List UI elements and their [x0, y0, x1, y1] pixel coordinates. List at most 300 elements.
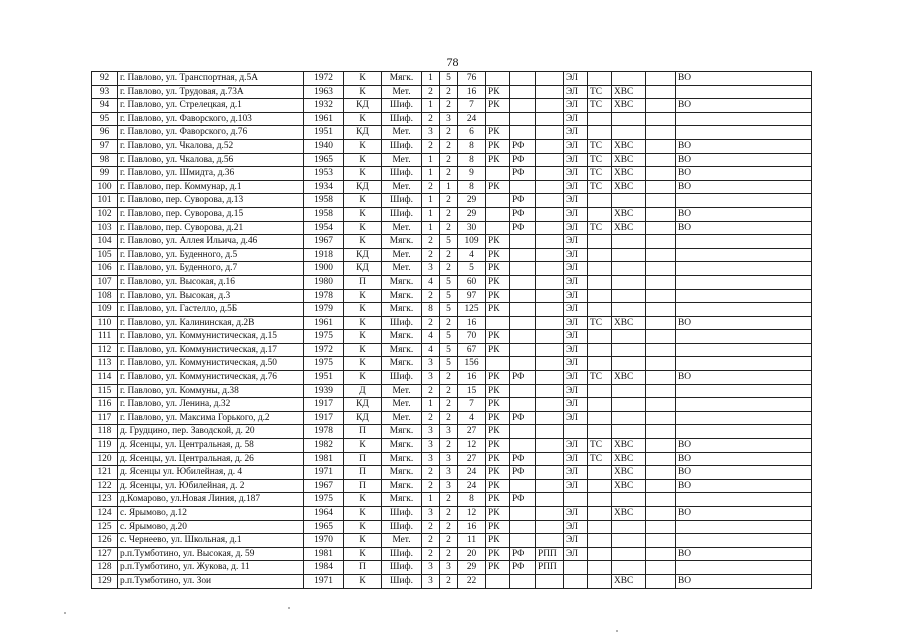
- wall-material-cell: К: [344, 235, 382, 249]
- address-cell: г. Павлово, ул. Фаворского, д.76: [118, 126, 304, 140]
- address-cell: г. Павлово, ул. Высокая, д.3: [118, 289, 304, 303]
- wall-material-cell: К: [344, 357, 382, 371]
- vo-cell: [676, 112, 812, 126]
- rf-cell: [510, 357, 536, 371]
- floors-cell: 2: [422, 248, 440, 262]
- gs-cell: [646, 112, 676, 126]
- address-cell: с. Ярымово, д.12: [118, 507, 304, 521]
- apartments-cell: 16: [458, 371, 486, 385]
- el-cell: ЭЛ: [564, 479, 588, 493]
- el-cell: ЭЛ: [564, 207, 588, 221]
- wall-material-cell: К: [344, 112, 382, 126]
- entrances-cell: 3: [440, 112, 458, 126]
- floors-cell: 3: [422, 425, 440, 439]
- wall-material-cell: К: [344, 534, 382, 548]
- table-row: [92, 452, 812, 466]
- gs-cell: [646, 316, 676, 330]
- ts-cell: [588, 112, 612, 126]
- vo-cell: [676, 126, 812, 140]
- rf-cell: [510, 275, 536, 289]
- rf-cell: [510, 425, 536, 439]
- rk-cell: РК: [486, 507, 510, 521]
- vo-cell: [676, 235, 812, 249]
- row-number-cell: 105: [92, 248, 118, 262]
- vo-cell: [676, 275, 812, 289]
- roof-type-cell: Мягк.: [382, 72, 422, 86]
- table-row: [92, 466, 812, 480]
- year-built-cell: 1964: [304, 507, 344, 521]
- entrances-cell: 1: [440, 180, 458, 194]
- vo-cell: [676, 520, 812, 534]
- year-built-cell: 1953: [304, 167, 344, 181]
- rpp-cell: [536, 439, 564, 453]
- rk-cell: РК: [486, 180, 510, 194]
- wall-material-cell: К: [344, 493, 382, 507]
- table-row: [92, 479, 812, 493]
- wall-material-cell: К: [344, 303, 382, 317]
- table-row: [92, 384, 812, 398]
- el-cell: ЭЛ: [564, 398, 588, 412]
- address-cell: г. Павлово, ул. Транспортная, д.5А: [118, 72, 304, 86]
- rpp-cell: [536, 479, 564, 493]
- hvs-cell: [612, 72, 646, 86]
- rk-cell: [486, 207, 510, 221]
- rk-cell: РК: [486, 439, 510, 453]
- year-built-cell: 1981: [304, 547, 344, 561]
- hvs-cell: ХВС: [612, 439, 646, 453]
- rpp-cell: [536, 262, 564, 276]
- rk-cell: РК: [486, 520, 510, 534]
- entrances-cell: 5: [440, 275, 458, 289]
- vo-cell: [676, 384, 812, 398]
- address-cell: г. Павлово, ул. Трудовая, д.73А: [118, 85, 304, 99]
- rk-cell: РК: [486, 371, 510, 385]
- table-row: [92, 248, 812, 262]
- row-number-cell: 120: [92, 452, 118, 466]
- rf-cell: [510, 72, 536, 86]
- hvs-cell: [612, 303, 646, 317]
- el-cell: [564, 561, 588, 575]
- row-number-cell: 111: [92, 330, 118, 344]
- vo-cell: [676, 411, 812, 425]
- row-number-cell: 96: [92, 126, 118, 140]
- table-row: [92, 303, 812, 317]
- table-row: [92, 330, 812, 344]
- vo-cell: [676, 289, 812, 303]
- rpp-cell: РПП: [536, 547, 564, 561]
- rk-cell: РК: [486, 139, 510, 153]
- el-cell: ЭЛ: [564, 153, 588, 167]
- table-row: [92, 72, 812, 86]
- ts-cell: [588, 194, 612, 208]
- gs-cell: [646, 330, 676, 344]
- year-built-cell: 1979: [304, 303, 344, 317]
- wall-material-cell: К: [344, 574, 382, 588]
- floors-cell: 1: [422, 398, 440, 412]
- apartments-cell: 15: [458, 384, 486, 398]
- ts-cell: ТС: [588, 99, 612, 113]
- el-cell: ЭЛ: [564, 384, 588, 398]
- vo-cell: ВО: [676, 153, 812, 167]
- vo-cell: [676, 425, 812, 439]
- el-cell: ЭЛ: [564, 275, 588, 289]
- address-cell: д. Ясенцы, ул. Центральная, д. 26: [118, 452, 304, 466]
- address-cell: г. Павлово, ул. Максима Горького, д.2: [118, 411, 304, 425]
- gs-cell: [646, 357, 676, 371]
- wall-material-cell: П: [344, 452, 382, 466]
- el-cell: ЭЛ: [564, 139, 588, 153]
- entrances-cell: 2: [440, 507, 458, 521]
- gs-cell: [646, 153, 676, 167]
- gs-cell: [646, 289, 676, 303]
- wall-material-cell: К: [344, 139, 382, 153]
- roof-type-cell: Шиф.: [382, 547, 422, 561]
- hvs-cell: [612, 330, 646, 344]
- rk-cell: РК: [486, 425, 510, 439]
- wall-material-cell: П: [344, 466, 382, 480]
- rpp-cell: [536, 180, 564, 194]
- hvs-cell: ХВС: [612, 139, 646, 153]
- rpp-cell: [536, 574, 564, 588]
- rf-cell: [510, 343, 536, 357]
- vo-cell: [676, 85, 812, 99]
- apartments-cell: 16: [458, 85, 486, 99]
- row-number-cell: 127: [92, 547, 118, 561]
- ts-cell: ТС: [588, 167, 612, 181]
- floors-cell: 3: [422, 262, 440, 276]
- registry-body: [92, 72, 812, 589]
- vo-cell: ВО: [676, 466, 812, 480]
- roof-type-cell: Мягк.: [382, 425, 422, 439]
- entrances-cell: 2: [440, 398, 458, 412]
- ts-cell: ТС: [588, 153, 612, 167]
- rpp-cell: [536, 493, 564, 507]
- apartments-cell: 76: [458, 72, 486, 86]
- table-row: [92, 534, 812, 548]
- row-number-cell: 108: [92, 289, 118, 303]
- vo-cell: [676, 343, 812, 357]
- roof-type-cell: Шиф.: [382, 112, 422, 126]
- ts-cell: [588, 235, 612, 249]
- table-row: [92, 99, 812, 113]
- address-cell: г. Павлово, ул. Стрелецкая, д.1: [118, 99, 304, 113]
- roof-type-cell: Шиф.: [382, 574, 422, 588]
- vo-cell: [676, 194, 812, 208]
- row-number-cell: 100: [92, 180, 118, 194]
- rpp-cell: [536, 330, 564, 344]
- entrances-cell: 2: [440, 262, 458, 276]
- year-built-cell: 1978: [304, 289, 344, 303]
- year-built-cell: 1972: [304, 72, 344, 86]
- rpp-cell: [536, 112, 564, 126]
- el-cell: ЭЛ: [564, 534, 588, 548]
- roof-type-cell: Шиф.: [382, 167, 422, 181]
- year-built-cell: 1965: [304, 153, 344, 167]
- floors-cell: 3: [422, 439, 440, 453]
- vo-cell: ВО: [676, 507, 812, 521]
- rk-cell: РК: [486, 561, 510, 575]
- entrances-cell: 3: [440, 466, 458, 480]
- vo-cell: [676, 398, 812, 412]
- apartments-cell: 60: [458, 275, 486, 289]
- el-cell: ЭЛ: [564, 99, 588, 113]
- floors-cell: 1: [422, 493, 440, 507]
- vo-cell: ВО: [676, 207, 812, 221]
- row-number-cell: 93: [92, 85, 118, 99]
- floors-cell: 1: [422, 207, 440, 221]
- hvs-cell: ХВС: [612, 574, 646, 588]
- rpp-cell: [536, 207, 564, 221]
- rk-cell: [486, 221, 510, 235]
- table-row: [92, 371, 812, 385]
- roof-type-cell: Мет.: [382, 85, 422, 99]
- year-built-cell: 1980: [304, 275, 344, 289]
- roof-type-cell: Мет.: [382, 262, 422, 276]
- rk-cell: РК: [486, 384, 510, 398]
- address-cell: с. Чернеево, ул. Школьная, д.1: [118, 534, 304, 548]
- rf-cell: [510, 479, 536, 493]
- gs-cell: [646, 411, 676, 425]
- apartments-cell: 125: [458, 303, 486, 317]
- apartments-cell: 9: [458, 167, 486, 181]
- el-cell: ЭЛ: [564, 439, 588, 453]
- rpp-cell: [536, 194, 564, 208]
- wall-material-cell: К: [344, 371, 382, 385]
- ts-cell: [588, 561, 612, 575]
- rk-cell: [486, 72, 510, 86]
- row-number-cell: 94: [92, 99, 118, 113]
- address-cell: г. Павлово, ул. Шмидта, д.36: [118, 167, 304, 181]
- rf-cell: [510, 439, 536, 453]
- wall-material-cell: К: [344, 439, 382, 453]
- hvs-cell: ХВС: [612, 507, 646, 521]
- address-cell: г. Павлово, ул. Коммунистическая, д.50: [118, 357, 304, 371]
- wall-material-cell: К: [344, 153, 382, 167]
- row-number-cell: 113: [92, 357, 118, 371]
- gs-cell: [646, 99, 676, 113]
- wall-material-cell: КД: [344, 411, 382, 425]
- table-row: [92, 153, 812, 167]
- rk-cell: [486, 357, 510, 371]
- wall-material-cell: К: [344, 167, 382, 181]
- year-built-cell: 1961: [304, 112, 344, 126]
- wall-material-cell: П: [344, 275, 382, 289]
- rpp-cell: [536, 425, 564, 439]
- rk-cell: РК: [486, 153, 510, 167]
- gs-cell: [646, 167, 676, 181]
- rk-cell: [486, 194, 510, 208]
- hvs-cell: [612, 194, 646, 208]
- apartments-cell: 24: [458, 479, 486, 493]
- rk-cell: РК: [486, 398, 510, 412]
- apartments-cell: 16: [458, 520, 486, 534]
- vo-cell: [676, 248, 812, 262]
- apartments-cell: 109: [458, 235, 486, 249]
- row-number-cell: 98: [92, 153, 118, 167]
- wall-material-cell: К: [344, 507, 382, 521]
- address-cell: г. Павлово, ул. Чкалова, д.52: [118, 139, 304, 153]
- year-built-cell: 1958: [304, 207, 344, 221]
- rpp-cell: [536, 411, 564, 425]
- vo-cell: [676, 262, 812, 276]
- ts-cell: [588, 507, 612, 521]
- floors-cell: 3: [422, 357, 440, 371]
- housing-registry-table: [91, 71, 812, 589]
- apartments-cell: 29: [458, 561, 486, 575]
- hvs-cell: [612, 384, 646, 398]
- hvs-cell: [612, 126, 646, 140]
- ts-cell: [588, 479, 612, 493]
- floors-cell: 2: [422, 411, 440, 425]
- year-built-cell: 1917: [304, 411, 344, 425]
- ts-cell: [588, 493, 612, 507]
- ts-cell: ТС: [588, 452, 612, 466]
- table-row: [92, 357, 812, 371]
- floors-cell: 1: [422, 221, 440, 235]
- roof-type-cell: Шиф.: [382, 520, 422, 534]
- el-cell: ЭЛ: [564, 411, 588, 425]
- year-built-cell: 1900: [304, 262, 344, 276]
- ts-cell: ТС: [588, 85, 612, 99]
- el-cell: ЭЛ: [564, 194, 588, 208]
- table-row: [92, 561, 812, 575]
- gs-cell: [646, 275, 676, 289]
- table-row: [92, 275, 812, 289]
- el-cell: ЭЛ: [564, 330, 588, 344]
- el-cell: ЭЛ: [564, 452, 588, 466]
- rf-cell: [510, 507, 536, 521]
- floors-cell: 1: [422, 72, 440, 86]
- roof-type-cell: Мет.: [382, 411, 422, 425]
- floors-cell: 2: [422, 479, 440, 493]
- table-row: [92, 112, 812, 126]
- row-number-cell: 125: [92, 520, 118, 534]
- hvs-cell: [612, 398, 646, 412]
- rpp-cell: [536, 357, 564, 371]
- wall-material-cell: К: [344, 85, 382, 99]
- wall-material-cell: КД: [344, 99, 382, 113]
- table-row: [92, 235, 812, 249]
- el-cell: ЭЛ: [564, 262, 588, 276]
- entrances-cell: 2: [440, 126, 458, 140]
- hvs-cell: ХВС: [612, 167, 646, 181]
- vo-cell: [676, 561, 812, 575]
- year-built-cell: 1932: [304, 99, 344, 113]
- year-built-cell: 1951: [304, 126, 344, 140]
- rk-cell: РК: [486, 452, 510, 466]
- rf-cell: [510, 126, 536, 140]
- table-row: [92, 411, 812, 425]
- rf-cell: [510, 248, 536, 262]
- el-cell: ЭЛ: [564, 112, 588, 126]
- row-number-cell: 126: [92, 534, 118, 548]
- scan-speck: [64, 612, 66, 614]
- el-cell: ЭЛ: [564, 466, 588, 480]
- rpp-cell: [536, 72, 564, 86]
- gs-cell: [646, 479, 676, 493]
- gs-cell: [646, 248, 676, 262]
- address-cell: г. Павлово, ул. Коммуны, д.38: [118, 384, 304, 398]
- roof-type-cell: Мет.: [382, 398, 422, 412]
- year-built-cell: 1978: [304, 425, 344, 439]
- roof-type-cell: Шиф.: [382, 507, 422, 521]
- gs-cell: [646, 574, 676, 588]
- row-number-cell: 119: [92, 439, 118, 453]
- rpp-cell: РПП: [536, 561, 564, 575]
- roof-type-cell: Шиф.: [382, 194, 422, 208]
- rf-cell: РФ: [510, 167, 536, 181]
- rf-cell: [510, 534, 536, 548]
- el-cell: ЭЛ: [564, 520, 588, 534]
- el-cell: ЭЛ: [564, 126, 588, 140]
- apartments-cell: 12: [458, 439, 486, 453]
- wall-material-cell: Д: [344, 384, 382, 398]
- apartments-cell: 16: [458, 316, 486, 330]
- rpp-cell: [536, 289, 564, 303]
- entrances-cell: 2: [440, 371, 458, 385]
- address-cell: г. Павлово, ул. Аллея Ильича, д.46: [118, 235, 304, 249]
- address-cell: с. Ярымово, д.20: [118, 520, 304, 534]
- row-number-cell: 128: [92, 561, 118, 575]
- rf-cell: [510, 289, 536, 303]
- ts-cell: [588, 547, 612, 561]
- vo-cell: [676, 493, 812, 507]
- floors-cell: 8: [422, 303, 440, 317]
- gs-cell: [646, 534, 676, 548]
- apartments-cell: 5: [458, 262, 486, 276]
- rpp-cell: [536, 371, 564, 385]
- rpp-cell: [536, 275, 564, 289]
- hvs-cell: ХВС: [612, 99, 646, 113]
- rf-cell: РФ: [510, 207, 536, 221]
- vo-cell: ВО: [676, 316, 812, 330]
- apartments-cell: 67: [458, 343, 486, 357]
- gs-cell: [646, 520, 676, 534]
- table-row: [92, 139, 812, 153]
- wall-material-cell: П: [344, 561, 382, 575]
- rpp-cell: [536, 343, 564, 357]
- hvs-cell: [612, 547, 646, 561]
- address-cell: г. Павлово, ул. Буденного, д.7: [118, 262, 304, 276]
- ts-cell: [588, 574, 612, 588]
- entrances-cell: 3: [440, 479, 458, 493]
- gs-cell: [646, 561, 676, 575]
- hvs-cell: [612, 561, 646, 575]
- rk-cell: РК: [486, 466, 510, 480]
- apartments-cell: 8: [458, 493, 486, 507]
- entrances-cell: 5: [440, 330, 458, 344]
- rk-cell: РК: [486, 547, 510, 561]
- ts-cell: [588, 72, 612, 86]
- el-cell: ЭЛ: [564, 235, 588, 249]
- ts-cell: [588, 411, 612, 425]
- ts-cell: ТС: [588, 180, 612, 194]
- ts-cell: [588, 343, 612, 357]
- entrances-cell: 2: [440, 574, 458, 588]
- gs-cell: [646, 139, 676, 153]
- row-number-cell: 92: [92, 72, 118, 86]
- roof-type-cell: Мягк.: [382, 479, 422, 493]
- address-cell: д. Ясенцы, ул. Юбилейная, д. 2: [118, 479, 304, 493]
- floors-cell: 1: [422, 167, 440, 181]
- ts-cell: [588, 207, 612, 221]
- apartments-cell: 20: [458, 547, 486, 561]
- rk-cell: РК: [486, 126, 510, 140]
- row-number-cell: 122: [92, 479, 118, 493]
- rpp-cell: [536, 126, 564, 140]
- address-cell: г. Павлово, ул. Коммунистическая, д.17: [118, 343, 304, 357]
- hvs-cell: [612, 520, 646, 534]
